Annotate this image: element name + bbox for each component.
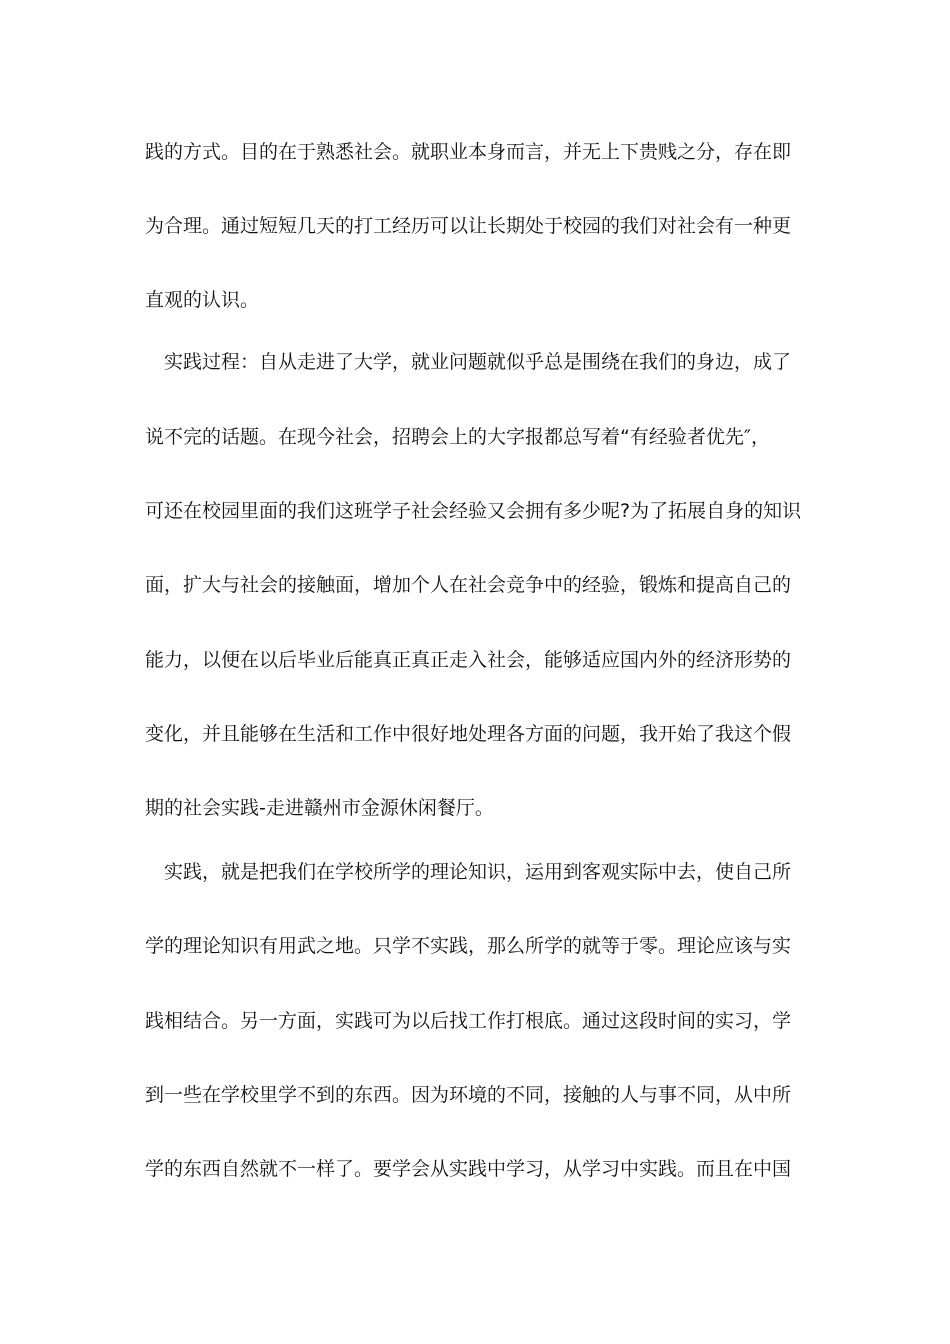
text-line-11: 实践，就是把我们在学校所学的理论知识，运用到客观实际中去，使自己所 (145, 861, 792, 883)
text-line-15: 学的东西自然就不一样了。要学会从实践中学习，从学习中实践。而且在中国 (145, 1158, 792, 1180)
text-line-9: 变化，并且能够在生活和工作中很好地处理各方面的问题，我开始了我这个假 (145, 723, 792, 745)
text-line-13: 践相结合。另一方面，实践可为以后找工作打根底。通过这段时间的实习，学 (145, 1010, 792, 1032)
text-line-4: 实践过程：自从走进了大学，就业问题就似乎总是围绕在我们的身边，成了 (145, 351, 792, 373)
text-line-10: 期的社会实践-走进赣州市金源休闲餐厅。 (145, 797, 494, 819)
text-line-3: 直观的认识。 (145, 289, 260, 311)
text-line-1: 践的方式。目的在于熟悉社会。就职业本身而言，并无上下贵贱之分，存在即 (145, 141, 792, 163)
text-line-8: 能力，以便在以后毕业后能真正真正走入社会，能够适应国内外的经济形势的 (145, 649, 792, 671)
text-line-6: 可还在校园里面的我们这班学子社会经验又会拥有多少呢?为了拓展自身的知识 (145, 500, 802, 522)
text-line-12: 学的理论知识有用武之地。只学不实践，那么所学的就等于零。理论应该与实 (145, 935, 792, 957)
text-line-14: 到一些在学校里学不到的东西。因为环境的不同，接触的人与事不同，从中所 (145, 1084, 792, 1106)
text-line-2: 为合理。通过短短几天的打工经历可以让长期处于校园的我们对社会有一种更 (145, 215, 792, 237)
text-line-5: 说不完的话题。在现今社会，招聘会上的大字报都总写着“有经验者优先″， (145, 426, 770, 448)
text-line-7: 面，扩大与社会的接触面，增加个人在社会竞争中的经验，锻炼和提高自己的 (145, 574, 792, 596)
